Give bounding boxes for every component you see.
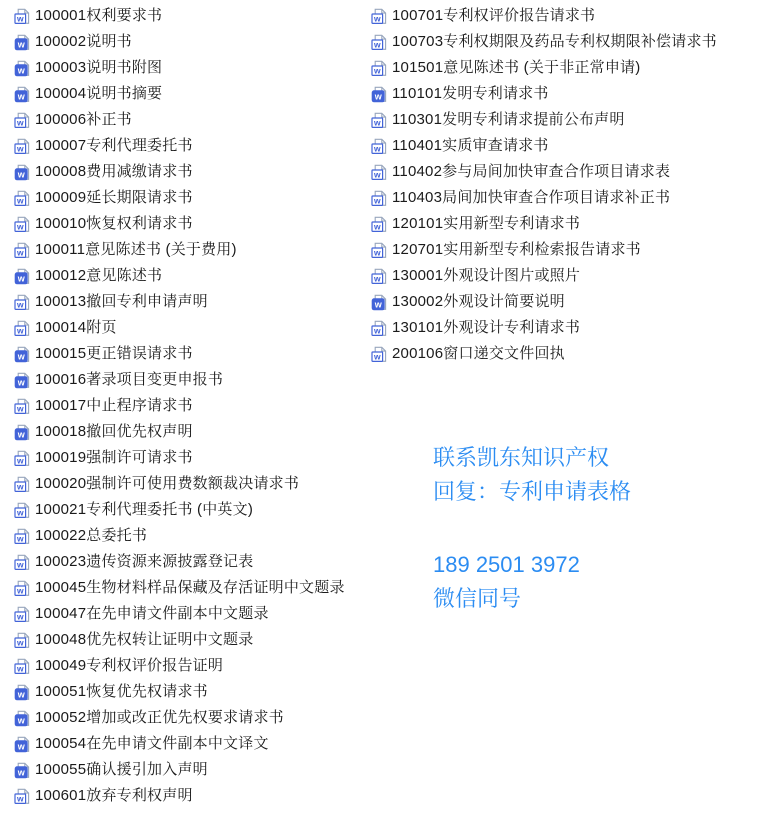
svg-text:w: w [17, 767, 25, 777]
svg-text:w: w [17, 585, 24, 596]
file-label: 110402参与局间加快审查合作项目请求表 [392, 163, 671, 180]
contact-line-company: 联系凯东知识产权 [433, 445, 610, 470]
word-solid-file-icon [14, 710, 31, 727]
file-item[interactable] [371, 289, 717, 315]
file-item[interactable] [371, 315, 717, 341]
word-outline-file-icon [14, 294, 31, 311]
word-outline-file-icon [371, 8, 388, 25]
svg-text:w: w [17, 65, 25, 75]
word-outline-file-icon [14, 138, 31, 155]
word-outline-file-icon [371, 112, 388, 129]
svg-text:w: w [374, 221, 381, 232]
svg-text:w: w [374, 273, 381, 284]
file-label: 100007专利代理委托书 [35, 137, 193, 154]
contact-phone-number: 189 2501 3972 [433, 552, 580, 577]
word-outline-file-icon [14, 554, 31, 571]
file-item[interactable] [14, 341, 345, 367]
file-label: 100021专利代理委托书 (中英文) [35, 501, 254, 518]
svg-text:w: w [17, 195, 24, 206]
word-outline-file-icon [371, 60, 388, 77]
file-item[interactable] [14, 627, 345, 653]
file-item[interactable] [14, 289, 345, 315]
file-item[interactable] [14, 81, 345, 107]
file-item[interactable] [14, 107, 345, 133]
svg-text:w: w [17, 13, 24, 24]
file-item[interactable] [14, 445, 345, 471]
file-label: 100016著录项目变更申报书 [35, 371, 224, 388]
file-label: 100601放弃专利权声明 [35, 787, 193, 804]
word-solid-file-icon [371, 86, 388, 103]
svg-text:w: w [17, 299, 24, 310]
file-label: 110101发明专利请求书 [392, 85, 549, 102]
file-item[interactable] [14, 523, 345, 549]
svg-text:w: w [17, 663, 24, 674]
word-outline-file-icon [14, 398, 31, 415]
file-label: 100002说明书 [35, 33, 132, 50]
svg-text:w: w [17, 741, 25, 751]
file-item[interactable] [14, 29, 345, 55]
svg-text:w: w [17, 247, 24, 258]
svg-text:w: w [17, 377, 25, 387]
file-label: 130002外观设计简要说明 [392, 293, 565, 310]
word-outline-file-icon [371, 320, 388, 337]
word-solid-file-icon [14, 34, 31, 51]
svg-text:w: w [17, 221, 24, 232]
svg-text:w: w [17, 559, 24, 570]
word-outline-file-icon [14, 476, 31, 493]
file-label: 100019强制许可请求书 [35, 449, 193, 466]
word-outline-file-icon [371, 216, 388, 233]
file-label: 100003说明书附图 [35, 59, 163, 76]
svg-text:w: w [374, 299, 382, 309]
file-label: 130001外观设计图片或照片 [392, 267, 581, 284]
word-outline-file-icon [14, 450, 31, 467]
word-outline-file-icon [14, 190, 31, 207]
word-outline-file-icon [14, 242, 31, 259]
file-label: 100013撤回专利申请声明 [35, 293, 208, 310]
file-label: 100048优先权转让证明中文题录 [35, 631, 254, 648]
contact-spacer [433, 509, 631, 548]
file-item[interactable] [14, 575, 345, 601]
svg-text:w: w [17, 117, 24, 128]
file-label: 100018撤回优先权声明 [35, 423, 193, 440]
file-label: 100014附页 [35, 319, 117, 336]
file-label: 200106窗口递交文件回执 [392, 345, 565, 362]
word-outline-file-icon [371, 346, 388, 363]
svg-text:w: w [17, 325, 24, 336]
svg-text:w: w [17, 793, 24, 804]
file-item[interactable] [371, 211, 717, 237]
file-label: 100023遗传资源来源披露登记表 [35, 553, 254, 570]
file-item[interactable] [371, 81, 717, 107]
word-outline-file-icon [371, 242, 388, 259]
file-item[interactable] [371, 107, 717, 133]
word-solid-file-icon [14, 346, 31, 363]
svg-text:w: w [17, 481, 24, 492]
file-label: 100045生物材料样品保藏及存活证明中文题录 [35, 579, 345, 596]
svg-text:w: w [17, 143, 24, 154]
file-item[interactable] [371, 185, 717, 211]
file-item[interactable] [371, 133, 717, 159]
file-item[interactable] [14, 133, 345, 159]
file-item[interactable] [14, 237, 345, 263]
file-item[interactable] [14, 211, 345, 237]
file-label: 100010恢复权利请求书 [35, 215, 193, 232]
svg-text:w: w [374, 91, 382, 101]
svg-text:w: w [17, 455, 24, 466]
word-outline-file-icon [14, 528, 31, 545]
word-solid-file-icon [14, 86, 31, 103]
file-label: 100012意见陈述书 [35, 267, 163, 284]
file-item[interactable] [371, 341, 717, 367]
file-label: 100020强制许可使用费数额裁决请求书 [35, 475, 300, 492]
file-item[interactable] [14, 653, 345, 679]
file-item[interactable] [371, 29, 717, 55]
word-outline-file-icon [14, 112, 31, 129]
file-item[interactable] [14, 185, 345, 211]
word-solid-file-icon [14, 268, 31, 285]
svg-text:w: w [374, 13, 381, 24]
file-item[interactable] [14, 679, 345, 705]
word-solid-file-icon [14, 736, 31, 753]
file-label: 101501意见陈述书 (关于非正常申请) [392, 59, 641, 76]
file-list-right-column [371, 3, 717, 367]
svg-text:w: w [374, 351, 381, 362]
word-outline-file-icon [14, 502, 31, 519]
file-label: 100004说明书摘要 [35, 85, 163, 102]
file-item[interactable] [14, 419, 345, 445]
file-item[interactable] [14, 549, 345, 575]
word-outline-file-icon [14, 788, 31, 805]
file-label: 100011意见陈述书 (关于费用) [35, 241, 237, 258]
word-solid-file-icon [371, 294, 388, 311]
file-item[interactable] [371, 55, 717, 81]
word-outline-file-icon [14, 8, 31, 25]
file-item[interactable] [14, 601, 345, 627]
svg-text:w: w [17, 507, 24, 518]
file-item[interactable] [14, 783, 345, 809]
file-label: 110403局间加快审查合作项目请求补正书 [392, 189, 671, 206]
file-label: 110401实质审查请求书 [392, 137, 549, 154]
file-item[interactable] [14, 263, 345, 289]
file-label: 100009延长期限请求书 [35, 189, 193, 206]
file-item[interactable] [14, 55, 345, 81]
file-label: 100008费用减缴请求书 [35, 163, 193, 180]
word-outline-file-icon [14, 320, 31, 337]
svg-text:w: w [17, 351, 25, 361]
word-outline-file-icon [371, 268, 388, 285]
word-outline-file-icon [371, 164, 388, 181]
svg-text:w: w [17, 429, 25, 439]
svg-text:w: w [17, 39, 25, 49]
file-label: 100703专利权期限及药品专利权期限补偿请求书 [392, 33, 717, 50]
svg-text:w: w [17, 273, 25, 283]
svg-text:w: w [17, 637, 24, 648]
file-label: 110301发明专利请求提前公布声明 [392, 111, 625, 128]
file-label: 100052增加或改正优先权要求请求书 [35, 709, 284, 726]
file-label: 100001权利要求书 [35, 7, 163, 24]
file-item[interactable] [14, 705, 345, 731]
file-label: 100047在先申请文件副本中文题录 [35, 605, 269, 622]
word-solid-file-icon [14, 60, 31, 77]
svg-text:w: w [17, 91, 25, 101]
file-item[interactable] [14, 393, 345, 419]
file-label: 100015更正错误请求书 [35, 345, 193, 362]
svg-text:w: w [374, 247, 381, 258]
file-label: 120701实用新型专利检索报告请求书 [392, 241, 641, 258]
word-solid-file-icon [14, 372, 31, 389]
word-solid-file-icon [14, 424, 31, 441]
contact-line-reply: 回复：专利申请表格 [433, 479, 632, 504]
file-item[interactable] [14, 731, 345, 757]
file-label: 100701专利权评价报告请求书 [392, 7, 596, 24]
word-outline-file-icon [14, 216, 31, 233]
svg-text:w: w [374, 65, 381, 76]
svg-text:w: w [17, 533, 24, 544]
file-label: 100055确认援引加入声明 [35, 761, 208, 778]
contact-block [433, 441, 631, 616]
svg-text:w: w [374, 195, 381, 206]
word-solid-file-icon [14, 684, 31, 701]
word-outline-file-icon [371, 34, 388, 51]
svg-text:w: w [17, 403, 24, 414]
word-outline-file-icon [371, 190, 388, 207]
file-item[interactable] [371, 159, 717, 185]
file-label: 130101外观设计专利请求书 [392, 319, 581, 336]
file-item[interactable] [14, 757, 345, 783]
file-item[interactable] [371, 237, 717, 263]
svg-text:w: w [17, 169, 25, 179]
file-label: 100054在先申请文件副本中文译文 [35, 735, 269, 752]
word-outline-file-icon [14, 606, 31, 623]
svg-text:w: w [17, 715, 25, 725]
word-outline-file-icon [371, 138, 388, 155]
word-outline-file-icon [14, 580, 31, 597]
file-label: 100006补正书 [35, 111, 132, 128]
word-outline-file-icon [14, 658, 31, 675]
contact-wechat-note: 微信同号 [433, 586, 522, 611]
file-item[interactable] [14, 497, 345, 523]
svg-text:w: w [17, 611, 24, 622]
svg-text:w: w [374, 39, 381, 50]
svg-text:w: w [374, 117, 381, 128]
file-label: 120101实用新型专利请求书 [392, 215, 581, 232]
svg-text:w: w [17, 689, 25, 699]
word-solid-file-icon [14, 762, 31, 779]
file-item[interactable] [14, 3, 345, 29]
file-label: 100022总委托书 [35, 527, 148, 544]
svg-text:w: w [374, 325, 381, 336]
word-outline-file-icon [14, 632, 31, 649]
svg-text:w: w [374, 143, 381, 154]
file-item[interactable] [14, 315, 345, 341]
svg-text:w: w [374, 169, 381, 180]
file-item[interactable] [371, 263, 717, 289]
file-item[interactable] [14, 159, 345, 185]
file-item[interactable] [371, 3, 717, 29]
word-solid-file-icon [14, 164, 31, 181]
file-list-left-column [14, 3, 345, 809]
file-item[interactable] [14, 367, 345, 393]
file-item[interactable] [14, 471, 345, 497]
file-label: 100017中止程序请求书 [35, 397, 193, 414]
file-label: 100051恢复优先权请求书 [35, 683, 208, 700]
file-label: 100049专利权评价报告证明 [35, 657, 224, 674]
